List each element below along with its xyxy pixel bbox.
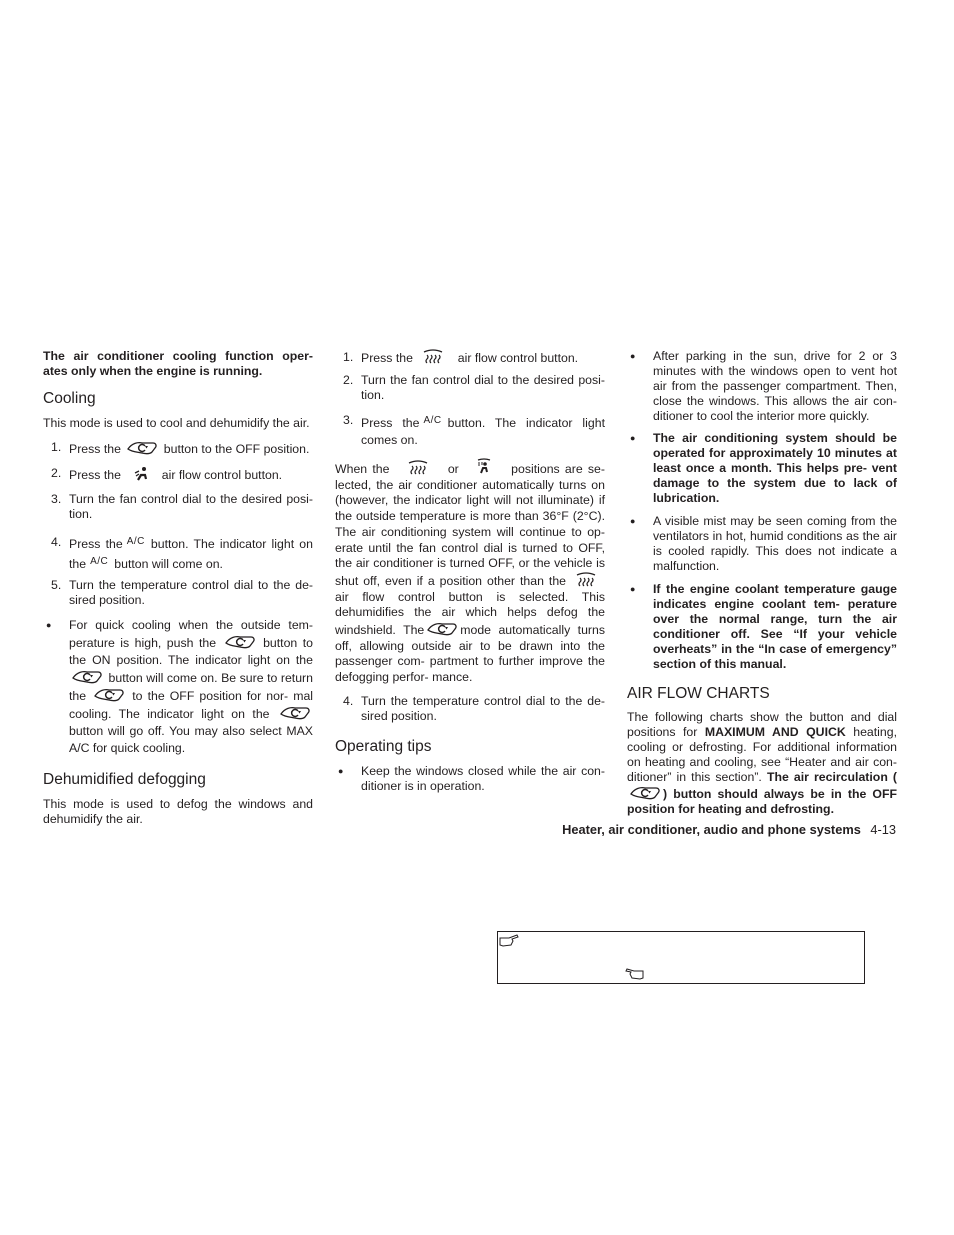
operating-tip-3: ● The air conditioning system should be operated for approximately 10 minutes at least once a month. This helps pre- vent damage to the system due to lack of lubrication. xyxy=(630,431,897,505)
note-box xyxy=(497,931,865,984)
dehumidified-defogging-heading: Dehumidified defogging xyxy=(43,771,206,788)
ac-icon: A/C xyxy=(126,536,145,547)
air-flow-charts-heading: AIR FLOW CHARTS xyxy=(627,685,770,702)
cooling-notice: The air conditioner cooling function oper- ates only when the engine is running. xyxy=(43,349,313,378)
defrost-icon xyxy=(422,349,444,365)
recirculation-icon xyxy=(426,621,458,637)
defog-step-3: 3. Press the $^{A/C}$ button. The indicator light comes on. xyxy=(343,413,605,447)
cooling-step-4: 4. Press the $^{A/C}$ button. The indicator light on the $^{A/C}$ button will come on. xyxy=(51,535,313,571)
column-3 xyxy=(627,349,897,817)
column-2 xyxy=(335,349,605,794)
recirculation-icon xyxy=(71,669,103,685)
operating-tip-4: ● A visible mist may be seen coming from the ventilators in hot, humid conditions as the air is cooled rapidly. This does not indicate a malfunction. xyxy=(630,514,897,573)
ac-icon: A/C xyxy=(90,556,109,567)
column-1 xyxy=(43,349,313,827)
recirculation-icon xyxy=(629,785,661,801)
hand-back-icon xyxy=(622,967,644,981)
air-flow-charts-description: The following charts show the button and dial positions for MAXIMUM AND QUICK heating, cooling or defrosting. For additional information on heating and cooling, see “Heater and air con- ditioner” in this section”. The air recirculation () button should always be in the OFF position for heating and defrosting. xyxy=(627,710,898,816)
operating-tips-heading: Operating tips xyxy=(335,737,432,755)
recirculation-icon xyxy=(93,687,125,703)
dehumidified-defogging-description: This mode is used to defog the windows and dehumidify the air. xyxy=(43,797,313,826)
recirculation-icon xyxy=(126,440,158,456)
operating-tip-5: ● If the engine coolant temperature gauge indicates engine coolant tem- perature over the normal range, turn the air conditioner off. See “If your vehicle overheats” in the “In case of emergency” section of this manual. xyxy=(630,582,897,671)
hand-pointer-icon xyxy=(499,934,521,948)
page-number: 4-13 xyxy=(870,822,896,837)
cooling-step-1: 1. Press the button to the OFF position. xyxy=(51,440,310,456)
defog-step-2: 2. Turn the fan control dial to the desired posi- tion. xyxy=(343,373,605,402)
vent-mode-icon xyxy=(134,466,150,482)
cooling-description: This mode is used to cool and dehumidify the air. xyxy=(43,416,310,430)
page-footer xyxy=(562,822,896,837)
ac-icon: A/C xyxy=(423,415,442,426)
operating-tip-1: ● Keep the windows closed while the air con- ditioner is in operation. xyxy=(338,763,605,793)
cooling-step-2: 2. Press the air flow control button. xyxy=(51,466,283,482)
operating-tip-2: ● After parking in the sun, drive for 2 or 3 minutes with the windows open to vent hot air from the passenger compartment. Then, close the windows. This allows the air con- ditioner to cool the interior more quickly. xyxy=(630,349,897,423)
cooling-step-3: 3. Turn the fan control dial to the desired posi- tion. xyxy=(51,492,313,521)
recirculation-icon xyxy=(224,634,256,650)
quick-cooling-tip: ● For quick cooling when the outside tem- perature is high, push the button to the ON position. The indicator light on the button will come on. Be sure to return the to the OFF position for nor- mal cooling. The indicator light on the button will go off. You may also select MAX A/C for quick cooling. xyxy=(46,618,314,755)
defog-step-1: 1. Press the air flow control button. xyxy=(343,350,579,365)
cooling-heading: Cooling xyxy=(43,390,96,407)
recirculation-icon xyxy=(279,705,311,721)
defrost-icon xyxy=(407,460,429,476)
defog-step-4: 4. Turn the temperature control dial to the de- sired position. xyxy=(343,693,605,723)
defrost-icon xyxy=(575,572,597,588)
section-title: Heater, air conditioner, audio and phone systems xyxy=(562,822,861,837)
cooling-step-5: 5. Turn the temperature control dial to the de- sired position. xyxy=(51,578,313,607)
defrost-floor-icon xyxy=(476,458,492,476)
defog-auto-ac-paragraph: When the or positions are se- lected, the air conditioner automatically turns on (however, the indicator light will not illuminate) if the outside temperature is more than 36°F (2°C). The air conditioning system will continue to op- erate until the fan control dial is turned to OFF, the air conditioner is turned OFF, or the vehicle is shut off, even if a position other than the air flow control button is selected. This dehumidifies the air which helps defog the windshield. The mode automatically turns off, allowing outside air to be drawn into the passenger com- partment to further improve the defogging perfor- mance. xyxy=(335,458,605,686)
